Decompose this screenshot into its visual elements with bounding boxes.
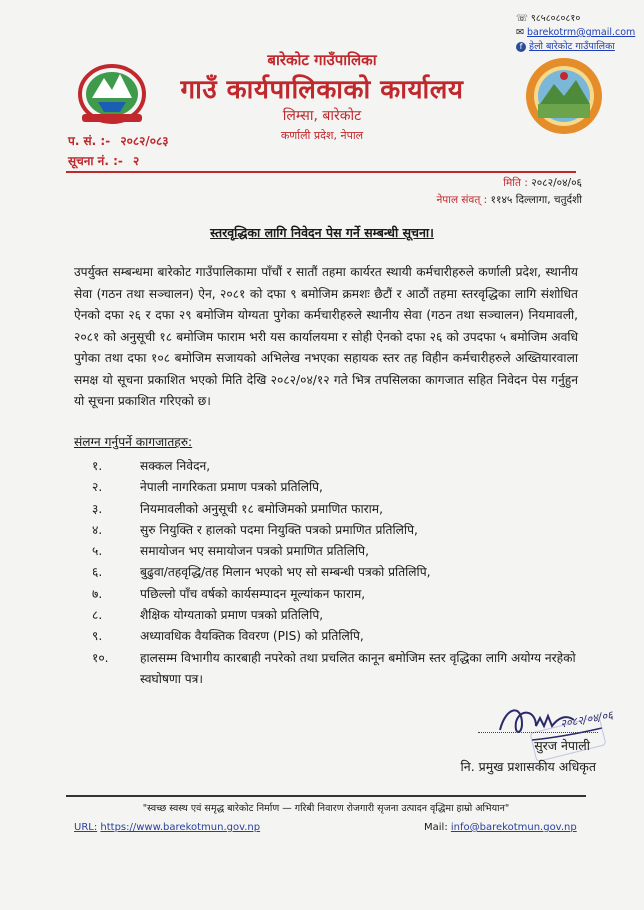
list-item	[92, 477, 578, 498]
letter-number-value: २०८२/०८३	[120, 134, 169, 148]
date-line	[282, 176, 582, 190]
office-name: गाउँ कार्यपालिकाको कार्यालय	[180, 75, 464, 105]
footer-mail-label: Mail:	[424, 822, 448, 833]
signatory-name: सुरज नेपाली	[534, 738, 590, 753]
list-item	[92, 605, 578, 626]
list-item-text: बुढुवा/तहवृद्धि/तह मिलान भएको भए सो सम्बन्धी पत्रको प्रतिलिपि,	[140, 565, 431, 580]
list-item	[92, 499, 578, 520]
list-item-number: १०.	[92, 650, 109, 665]
list-item-number: ८.	[92, 608, 103, 623]
municipality-name: बारेकोट गाउँपालिका	[267, 51, 377, 69]
signature-line	[478, 732, 598, 733]
list-item	[92, 626, 578, 647]
letter-number-label: प. सं. :-	[68, 134, 111, 148]
footer-divider	[66, 795, 586, 797]
list-item-number: २.	[92, 480, 103, 495]
signatory-title: नि. प्रमुख प्रशासकीय अधिकृत	[460, 759, 596, 774]
list-item	[92, 584, 578, 605]
list-item-number: ७.	[92, 586, 103, 601]
letter-number	[68, 132, 168, 149]
footer-mail	[424, 822, 577, 833]
phone-number: ९८५८०८०८१०	[530, 13, 581, 24]
list-item-number: ६.	[92, 565, 103, 580]
list-item-text: अध्यावधिक वैयक्तिक विवरण (PIS) को प्रतिलिपि,	[140, 629, 364, 644]
phone-row: ☏ ९८५८०८०८१०	[516, 13, 581, 24]
notice-subject: स्तरवृद्धिका लागि निवेदन पेस गर्ने सम्बन्धी सूचना।	[210, 225, 434, 240]
list-item-number: ५.	[92, 544, 103, 559]
office-province: कर्णाली प्रदेश, नेपाल	[280, 129, 364, 142]
list-item	[92, 541, 578, 562]
enclosures-list	[92, 456, 578, 690]
list-item	[92, 648, 578, 691]
list-item-text: नेपाली नागरिकता प्रमाण पत्रको प्रतिलिपि,	[140, 480, 323, 495]
office-location: लिम्सा, बारेकोट	[282, 108, 362, 124]
footer-url	[74, 822, 260, 833]
nepal-samvat-line	[282, 193, 582, 207]
enclosures-title: संलग्न गर्नुपर्ने कागजातहरु:	[74, 435, 193, 449]
mail-icon: ✉	[516, 27, 524, 38]
list-item-number: ४.	[92, 522, 103, 537]
list-item	[92, 562, 578, 583]
mail-link[interactable]: info@barekotmun.gov.np	[450, 822, 577, 833]
notice-number	[68, 152, 139, 169]
notice-body: उपर्युक्त सम्बन्धमा बारेकोट गाउँपालिकामा पाँचौं र सातौं तहमा कार्यरत स्थायी कर्मचारीहरुले कर्णाली प्रदेश, स्थानीय सेवा (गठन तथा सञ्चालन) ऐन, २०८१ को दफा ९ बमोजिम क्रमशः छैटौं र आठौं तहमा स्तरवृद्धिका लागि संशोधित ऐनको दफा २६ र दफा २९ बमोजिम योग्यता पुगेका कर्मचारीहरुले स्थानीय सेवा (गठन तथा सञ्चालन) नियमावली, २०८१ को अनुसूची १८ बमोजिम फाराम भरी यस कार्यालयमा र सोही ऐनको दफा २६ को उपदफा ५ बमोजिम अवधि पुगेका तथा दफा १०८ बमोजिम सजायको अभिलेख नभएका सहायक स्तर तह विहीन कर्मचारीहरुले अख्तियारवाला समक्ष यो सूचना प्रकाशित भएको मिति देखि २०८२/०४/१२ गते भित्र तपसिलका कागजात सहित निवेदन पेस गर्नुहुन यो सूचना प्रकाशित गरिएको छ।	[74, 265, 578, 408]
list-item-number: १.	[92, 459, 103, 473]
list-item-text: पछिल्लो पाँच वर्षको कार्यसम्पादन मूल्यांकन फाराम,	[140, 586, 366, 601]
nepal-samvat-value: ११४५ दिल्लागा, चतुर्दशी	[490, 194, 582, 206]
list-item	[92, 520, 578, 541]
list-item-text: सुरु नियुक्ति र हालको पदमा नियुक्ति पत्रको प्रमाणित प्रतिलिपि,	[140, 522, 418, 537]
notice-number-value: २	[133, 154, 140, 168]
signature-date: २०८२/०४/०६	[559, 708, 614, 731]
email-link[interactable]: barekotrm@gmail.com	[527, 27, 636, 38]
contact-block	[516, 12, 635, 54]
list-item-text: नियमावलीको अनुसूची १८ बमोजिमको प्रमाणित फाराम,	[140, 501, 383, 516]
facebook-link[interactable]: हेलो बारेकोट गाउँपालिका	[529, 41, 615, 52]
list-item-text: शैक्षिक योग्यताको प्रमाण पत्रको प्रतिलिपि,	[140, 608, 324, 623]
facebook-icon: f	[516, 42, 526, 52]
list-item-number: ३.	[92, 501, 103, 516]
list-item-number: ९.	[92, 629, 103, 644]
notice-number-label: सूचना नं. :-	[68, 154, 123, 168]
nepal-samvat-label: नेपाल संवत् :	[436, 194, 488, 206]
footer-slogan: "स्वच्छ स्वस्थ एवं समृद्ध बारेकोट निर्माण — गरिबी निवारण रोजगारी सृजना उत्पादन वृद्धिमा हाम्रो अभियान"	[142, 803, 510, 814]
date-value: २०८२/०४/०६	[531, 177, 582, 189]
list-item	[92, 456, 578, 477]
email-row	[516, 26, 635, 40]
footer-url-label: URL:	[74, 822, 98, 833]
list-item-text: सक्कल निवेदन,	[140, 459, 211, 473]
website-link[interactable]: https://www.barekotmun.gov.np	[100, 822, 261, 833]
list-item-text: हालसम्म विभागीय कारबाही नपरेको तथा प्रचलित कानून बमोजिम स्तर वृद्धिका लागि अयोग्य नरहेको स्वघोषणा पत्र।	[140, 650, 576, 686]
header-divider	[66, 171, 576, 173]
list-item-text: समायोजन भए समायोजन पत्रको प्रमाणित प्रतिलिपि,	[140, 544, 369, 559]
date-label: मिति :	[503, 177, 528, 189]
